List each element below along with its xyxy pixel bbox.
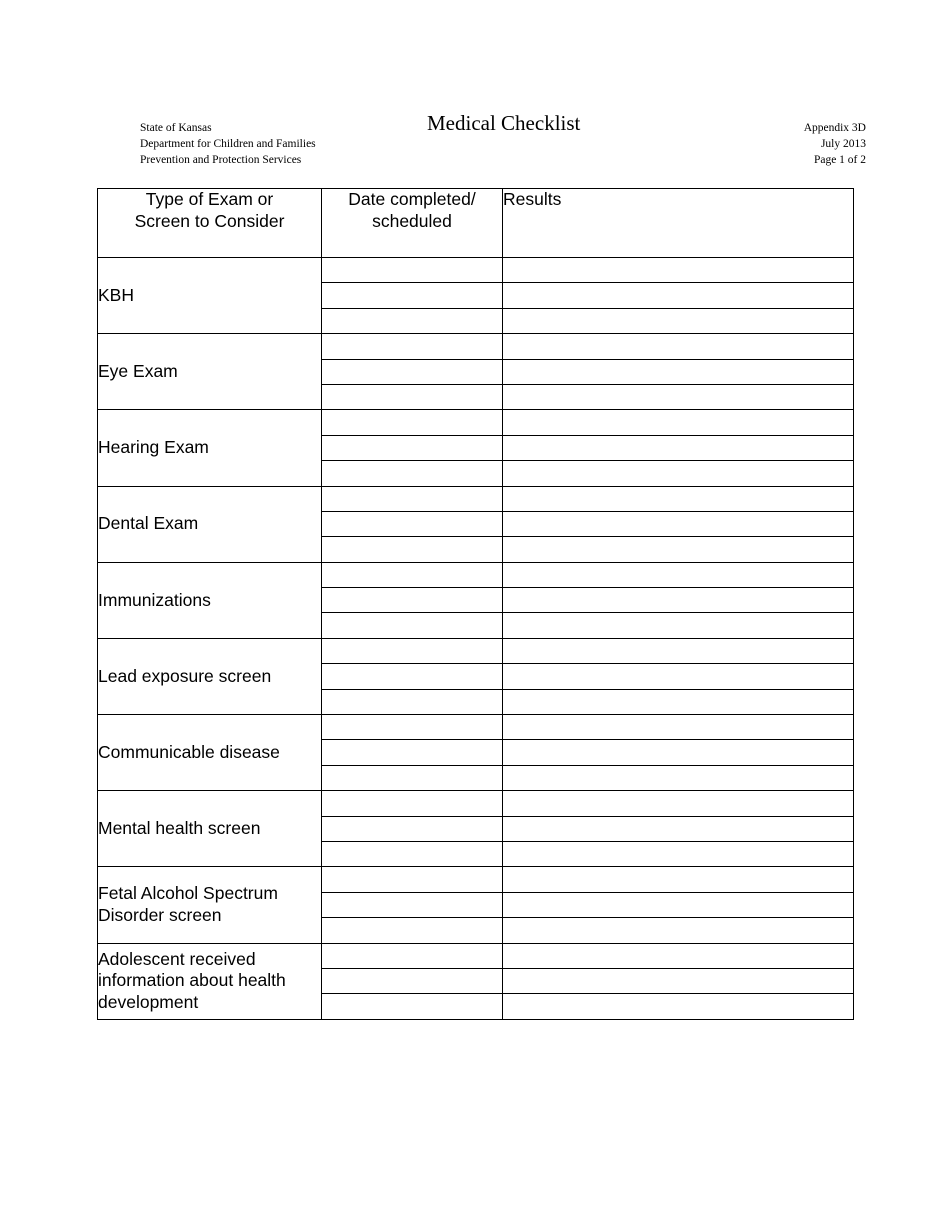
results-cell[interactable] [503,562,854,587]
column-header-type [98,189,322,258]
results-cell[interactable] [503,511,854,536]
exam-type-line: development [98,991,199,1012]
page-title: Medical Checklist [427,111,581,135]
date-completed-cell[interactable] [322,638,503,663]
medical-checklist-table [97,188,854,1020]
date-completed-cell[interactable] [322,816,503,841]
exam-type-line: Communicable disease [98,741,280,762]
date-completed-cell[interactable] [322,791,503,816]
exam-type-label [98,410,322,486]
results-cell[interactable] [503,308,854,333]
date-completed-cell[interactable] [322,968,503,993]
division-name: Prevention and Protection Services [140,154,302,166]
exam-row [98,486,854,511]
date-completed-cell[interactable] [322,918,503,943]
exam-type-label [98,258,322,334]
date-completed-cell[interactable] [322,689,503,714]
exam-type-label [98,791,322,867]
results-cell[interactable] [503,410,854,435]
date-completed-cell[interactable] [322,511,503,536]
date-completed-cell[interactable] [322,740,503,765]
results-cell[interactable] [503,740,854,765]
results-cell[interactable] [503,384,854,409]
exam-type-label [98,867,322,943]
exam-type-line: Mental health screen [98,818,261,839]
results-cell[interactable] [503,968,854,993]
date-completed-cell[interactable] [322,715,503,740]
results-cell[interactable] [503,258,854,283]
date-completed-cell[interactable] [322,943,503,968]
results-cell[interactable] [503,283,854,308]
date-completed-cell[interactable] [322,588,503,613]
exam-type-line: Eye Exam [98,361,178,381]
results-cell[interactable] [503,638,854,663]
date-completed-cell[interactable] [322,664,503,689]
results-cell[interactable] [503,791,854,816]
exam-type-line: Adolescent received [98,948,256,969]
date-completed-cell[interactable] [322,765,503,790]
date-completed-cell[interactable] [322,308,503,333]
exam-type-line: Disorder screen [98,904,222,925]
date-completed-cell[interactable] [322,613,503,638]
column-header-date-line1: Date completed/ [348,189,476,209]
exam-row [98,334,854,359]
exam-type-label [98,943,322,1019]
date-completed-cell[interactable] [322,410,503,435]
exam-row [98,638,854,663]
exam-row [98,715,854,740]
results-cell[interactable] [503,359,854,384]
results-cell[interactable] [503,664,854,689]
exam-type-label [98,638,322,714]
exam-type-label [98,715,322,791]
date-completed-cell[interactable] [322,537,503,562]
exam-type-label [98,562,322,638]
date-completed-cell[interactable] [322,283,503,308]
date-completed-cell[interactable] [322,562,503,587]
exam-type-line: Lead exposure screen [98,665,272,686]
results-cell[interactable] [503,994,854,1019]
results-cell[interactable] [503,918,854,943]
exam-type-line: Dental Exam [98,513,199,534]
results-cell[interactable] [503,715,854,740]
date-completed-cell[interactable] [322,867,503,892]
results-cell[interactable] [503,334,854,359]
exam-type-line: Hearing Exam [98,437,209,458]
results-cell[interactable] [503,689,854,714]
exam-row [98,791,854,816]
date-completed-cell[interactable] [322,334,503,359]
revision-date: July 2013 [820,138,866,150]
state-name: State of Kansas [140,122,212,134]
date-completed-cell[interactable] [322,892,503,917]
results-cell[interactable] [503,588,854,613]
date-completed-cell[interactable] [322,359,503,384]
date-completed-cell[interactable] [322,435,503,460]
results-cell[interactable] [503,435,854,460]
table-header-row [98,189,854,258]
results-cell[interactable] [503,613,854,638]
date-completed-cell[interactable] [322,461,503,486]
date-completed-cell[interactable] [322,994,503,1019]
exam-row [98,867,854,892]
date-completed-cell[interactable] [322,384,503,409]
document-info-block [804,120,866,168]
results-cell[interactable] [503,943,854,968]
exam-row [98,410,854,435]
results-cell[interactable] [503,841,854,866]
department-name: Department for Children and Families [140,138,316,150]
appendix-label: Appendix 3D [803,122,866,134]
results-cell[interactable] [503,486,854,511]
exam-row [98,258,854,283]
date-completed-cell[interactable] [322,486,503,511]
exam-type-line: Fetal Alcohol Spectrum [98,883,278,904]
results-cell[interactable] [503,892,854,917]
results-cell[interactable] [503,765,854,790]
exam-row [98,562,854,587]
results-cell[interactable] [503,816,854,841]
page-number: Page 1 of 2 [813,154,866,166]
exam-type-line: Immunizations [98,589,211,610]
date-completed-cell[interactable] [322,841,503,866]
column-header-date [322,189,503,258]
exam-type-label [98,334,322,410]
column-header-date-line2: scheduled [372,210,452,231]
exam-type-label [98,486,322,562]
exam-type-line: KBH [98,284,134,305]
results-cell[interactable] [503,537,854,562]
results-cell[interactable] [503,867,854,892]
exam-row [98,943,854,968]
results-cell[interactable] [503,461,854,486]
date-completed-cell[interactable] [322,258,503,283]
column-header-type-line1: Type of Exam or [145,189,274,209]
column-header-type-line2: Screen to Consider [134,210,285,231]
column-header-results: Results [503,189,854,258]
exam-type-line: information about health [98,970,286,991]
agency-block [140,120,316,168]
